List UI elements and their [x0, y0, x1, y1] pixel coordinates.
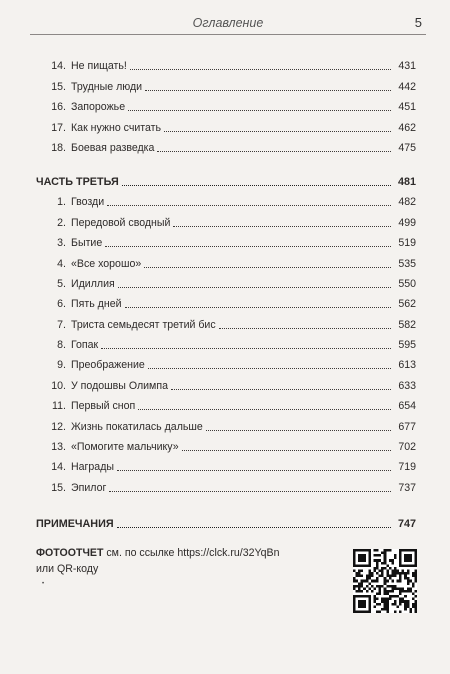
toc-entry[interactable] [0, 392, 450, 412]
table-of-contents [0, 52, 450, 530]
leader-dots [173, 225, 391, 227]
leader-dots [148, 367, 391, 369]
entry-title: Эпилог [71, 481, 107, 494]
leader-dots [125, 306, 391, 308]
entry-title: У подошвы Олимпа [71, 379, 168, 392]
small-mark: • [42, 581, 45, 587]
toc-entry[interactable] [0, 229, 450, 249]
toc-part-three[interactable] [0, 166, 450, 188]
entry-title: Награды [71, 461, 114, 474]
leader-dots [117, 469, 391, 471]
toc-list-top [0, 52, 450, 154]
leader-dots [182, 449, 391, 451]
entry-number: 14. [51, 461, 66, 474]
entry-title: «Все хорошо» [71, 257, 142, 270]
leader-dots [122, 184, 391, 186]
toc-entry[interactable] [0, 113, 450, 133]
entry-number: 12. [51, 420, 66, 433]
toc-entry[interactable] [0, 208, 450, 228]
photo-report-line2: или QR-коду [36, 563, 99, 575]
entry-title: Первый сноп [71, 400, 136, 413]
entry-number: 5. [57, 277, 66, 290]
entry-page: 654 [398, 400, 416, 413]
leader-dots [107, 204, 391, 206]
toc-entry[interactable] [0, 270, 450, 290]
entry-page: 633 [398, 379, 416, 392]
entry-page: 737 [398, 481, 416, 494]
toc-entry[interactable] [0, 52, 450, 72]
entry-page: 562 [398, 298, 416, 311]
entry-page: 431 [398, 60, 416, 73]
toc-entry[interactable] [0, 412, 450, 432]
entry-page: 519 [398, 237, 416, 250]
entry-page: 613 [398, 359, 416, 372]
toc-entry[interactable] [0, 72, 450, 92]
entry-number: 13. [51, 441, 66, 454]
entry-number: 3. [57, 237, 66, 250]
entry-title: Не пищать! [71, 60, 127, 73]
entry-page: 535 [398, 257, 416, 270]
entry-title: Запорожье [71, 101, 126, 114]
entry-page: 595 [398, 339, 416, 352]
toc-entry[interactable] [0, 433, 450, 453]
entry-page: 499 [398, 216, 416, 229]
leader-dots [144, 266, 391, 268]
leader-dots [105, 245, 391, 247]
entry-page: 702 [398, 441, 416, 454]
entry-title: Боевая разведка [71, 141, 155, 154]
part-title: ЧАСТЬ ТРЕТЬЯ [36, 175, 119, 188]
entry-number: 7. [57, 318, 66, 331]
toc-entry[interactable] [0, 188, 450, 208]
photo-report-link[interactable]: см. по ссылке https://clck.ru/32YqBn [103, 547, 280, 559]
toc-entry[interactable] [0, 453, 450, 473]
qr-code-icon[interactable] [353, 549, 417, 613]
photo-report-lead: ФОТООТЧЕТ [36, 547, 104, 559]
notes-title: ПРИМЕЧАНИЯ [36, 517, 114, 530]
toc-entry[interactable] [0, 93, 450, 113]
leader-dots [128, 109, 391, 111]
header-title: Оглавление [192, 16, 264, 30]
entry-title: Гвозди [71, 196, 105, 209]
entry-number: 16. [51, 101, 66, 114]
entry-title: Трудные люди [71, 80, 143, 93]
leader-dots [117, 526, 391, 528]
leader-dots [118, 286, 391, 288]
toc-entry[interactable] [0, 371, 450, 391]
part-page: 481 [397, 175, 416, 188]
page-number: 5 [414, 15, 422, 30]
entry-title: Гопак [71, 339, 99, 352]
entry-number: 2. [57, 216, 66, 229]
entry-page: 462 [398, 121, 416, 134]
entry-number: 15. [51, 80, 66, 93]
entry-number: 8. [57, 339, 66, 352]
toc-entry[interactable] [0, 134, 450, 154]
entry-number: 1. [57, 196, 66, 209]
notes-page: 747 [397, 517, 416, 530]
entry-number: 15. [51, 481, 66, 494]
entry-page: 451 [398, 101, 416, 114]
entry-title: Идиллия [71, 277, 115, 290]
leader-dots [145, 89, 391, 91]
entry-number: 11. [52, 400, 66, 413]
entry-title: Передовой сводный [71, 216, 171, 229]
running-header [30, 14, 426, 35]
entry-title: Преображение [71, 359, 145, 372]
entry-page: 442 [398, 80, 416, 93]
leader-dots [206, 429, 391, 431]
entry-title: Бытие [71, 237, 103, 250]
leader-dots [157, 150, 391, 152]
toc-list-part-three [0, 188, 450, 494]
toc-entry[interactable] [0, 249, 450, 269]
entry-number: 10. [51, 379, 66, 392]
entry-page: 475 [398, 141, 416, 154]
entry-title: Как нужно считать [71, 121, 162, 134]
entry-number: 18. [51, 141, 66, 154]
entry-page: 482 [398, 196, 416, 209]
entry-page: 677 [398, 420, 416, 433]
entry-number: 14. [51, 60, 66, 73]
leader-dots [130, 68, 391, 70]
toc-entry[interactable] [0, 290, 450, 310]
toc-notes[interactable] [0, 508, 450, 530]
photo-report [36, 545, 336, 577]
entry-page: 582 [398, 318, 416, 331]
leader-dots [101, 347, 391, 349]
entry-title: Триста семьдесят третий бис [71, 318, 216, 331]
toc-entry[interactable] [0, 473, 450, 493]
entry-number: 4. [57, 257, 66, 270]
entry-page: 550 [398, 277, 416, 290]
entry-page: 719 [398, 461, 416, 474]
leader-dots [219, 327, 391, 329]
entry-title: Пять дней [71, 298, 122, 311]
toc-entry[interactable] [0, 310, 450, 330]
leader-dots [109, 490, 391, 492]
leader-dots [164, 130, 391, 132]
entry-number: 6. [57, 298, 66, 311]
toc-entry[interactable] [0, 351, 450, 371]
entry-number: 9. [57, 359, 66, 372]
toc-entry[interactable] [0, 331, 450, 351]
leader-dots [171, 388, 391, 390]
entry-title: «Помогите мальчику» [71, 441, 179, 454]
entry-number: 17. [51, 121, 66, 134]
leader-dots [138, 408, 391, 410]
entry-title: Жизнь покатилась дальше [71, 420, 203, 433]
